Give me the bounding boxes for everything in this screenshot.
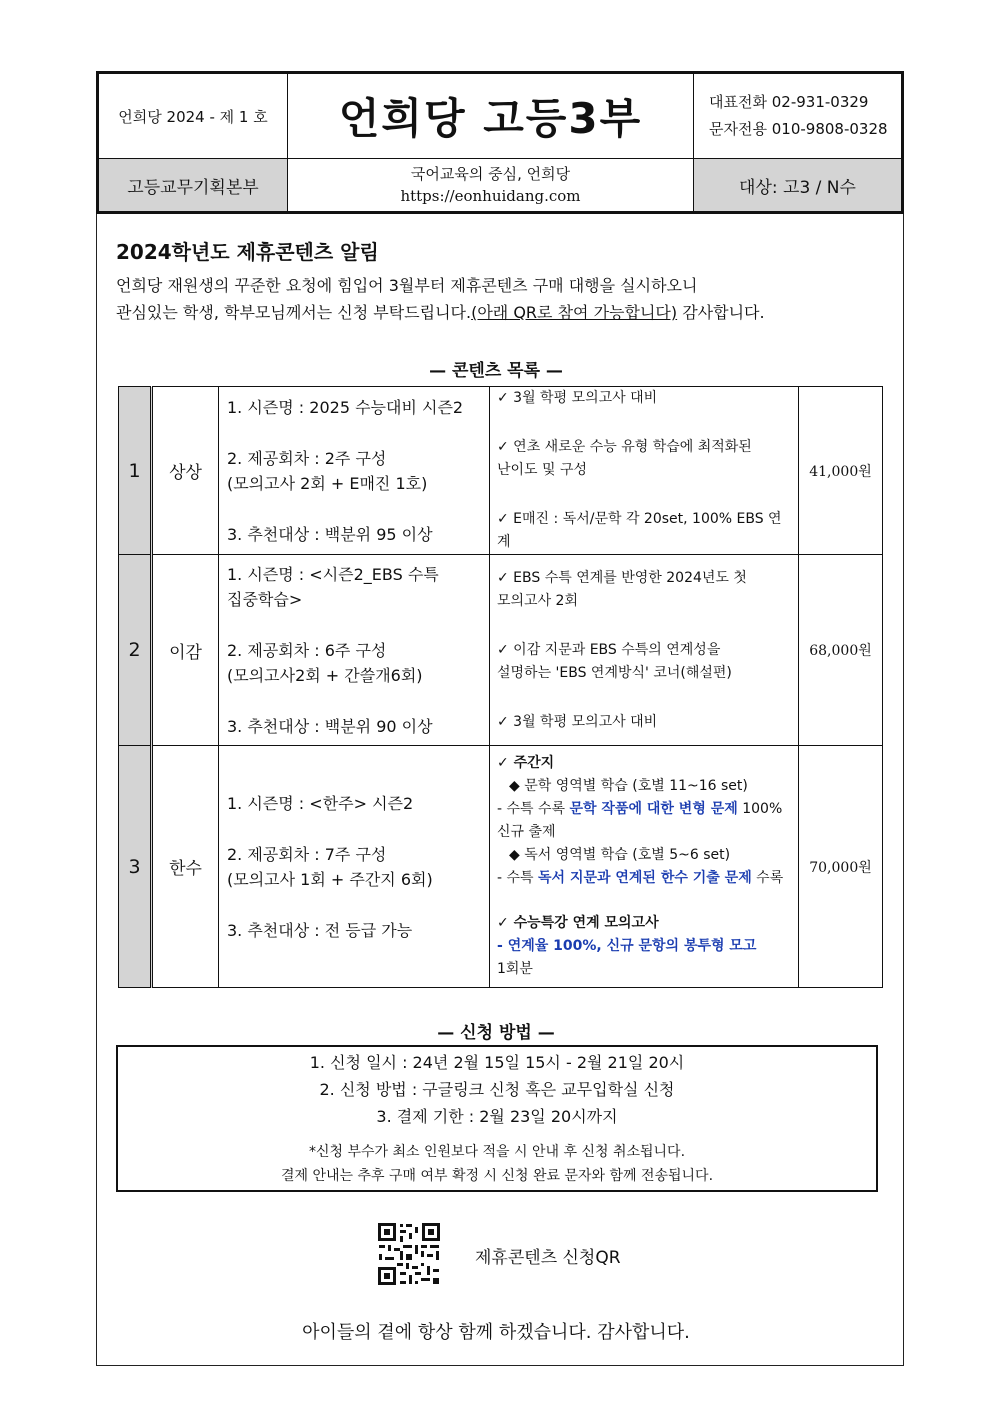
qr-label: 제휴콘텐츠 신청QR — [475, 1248, 621, 1268]
target-audience: 대상: 고3 / N수 — [694, 158, 901, 211]
feature-item: ✓ 연초 새로운 수능 유형 학습에 최적화된 — [497, 439, 752, 455]
content-list-heading: — 콘텐츠 목록 — — [429, 361, 563, 381]
feature-item: 난이도 및 구성 — [497, 462, 588, 478]
content-features — [490, 555, 799, 746]
content-name: 한수 — [152, 746, 219, 988]
header-table — [96, 71, 904, 214]
content-name: 이감 — [152, 555, 219, 746]
feature-item: ✓ EBS 수특 연계를 반영한 2024년도 첫 — [497, 569, 747, 586]
feature-highlight: 독서 지문과 연계된 한수 기출 문제 — [538, 870, 752, 886]
session-detail: (모의고사 2회 + E매진 1호) — [227, 473, 428, 493]
feature-item: ◆ 문학 영역별 학습 (호별 11~16 set) — [509, 778, 748, 794]
newsletter-title: 언희당 고등3부 — [288, 74, 694, 158]
contact-info — [694, 74, 901, 158]
payment-note: 결제 안내는 추후 구매 여부 확정 시 신청 완료 문자와 함께 전송됩니다. — [280, 1168, 714, 1184]
session-detail: (모의고사2회 + 간쓸개6회) — [227, 665, 423, 685]
issue-number: 언희당 2024 - 제 1 호 — [99, 74, 288, 158]
phone-main: 대표전화 02-931-0329 — [709, 93, 869, 111]
table-row — [119, 387, 883, 555]
apply-date: 1. 신청 일시 : 24년 2월 15일 15시 - 2월 21일 20시 — [309, 1053, 685, 1072]
notice-thanks: 감사합니다. — [677, 303, 765, 322]
feature-item: 1회분 — [497, 961, 533, 977]
feature-item: ✓ 3월 학평 모의고사 대비 — [497, 713, 658, 730]
qr-hint: (아래 QR로 참여 가능합니다) — [471, 303, 678, 322]
row-number: 2 — [119, 555, 152, 746]
recommended-target: 3. 추천대상 : 백분위 90 이상 — [227, 716, 433, 736]
notice-line-2 — [116, 299, 876, 326]
feature-item: ✓ E매진 : 독서/문학 각 20set, 100% EBS 연계 — [497, 511, 782, 550]
feature-text: - — [497, 938, 508, 954]
feature-text: 수록 — [751, 870, 784, 886]
content-info — [219, 746, 490, 988]
table-row — [119, 555, 883, 746]
row-number: 3 — [119, 746, 152, 988]
season-name: 1. 시즌명 : <한주> 시즌2 — [227, 793, 414, 813]
feature-text: - 수특 — [497, 870, 539, 886]
session-count: 2. 제공회차 : 2주 구성 — [227, 448, 387, 468]
feature-item: ◆ 독서 영역별 학습 (호별 5~6 set) — [509, 847, 731, 863]
feature-highlight: 연계율 100%, 신규 문항의 봉투형 모고 — [507, 938, 757, 954]
season-name-cont: 집중학습> — [227, 589, 303, 609]
content-name: 상상 — [152, 387, 219, 555]
feature-item: 모의고사 2회 — [497, 592, 578, 609]
feature-item — [497, 935, 791, 958]
phone-sms: 문자전용 010-9808-0328 — [709, 120, 888, 138]
session-detail: (모의고사 1회 + 주간지 6회) — [227, 869, 433, 889]
session-count: 2. 제공회차 : 6주 구성 — [227, 640, 387, 660]
feature-item: 설명하는 'EBS 연계방식' 코너(해설편) — [497, 664, 732, 681]
notice-text: 관심있는 학생, 학부모님께서는 신청 부탁드립니다. — [116, 303, 472, 322]
feature-item — [497, 867, 791, 890]
apply-method: 2. 신청 방법 : 구글링크 신청 혹은 교무입학실 신청 — [319, 1080, 675, 1099]
closing-message: 아이들의 곁에 항상 함께 하겠습니다. 감사합니다. — [302, 1322, 690, 1343]
cancel-note: *신청 부수가 최소 인원보다 적을 시 안내 후 신청 취소됩니다. — [308, 1144, 686, 1160]
department: 고등교무기획본부 — [99, 158, 288, 211]
motto: 국어교육의 중심, 언희당 — [410, 165, 571, 183]
session-count: 2. 제공회차 : 7주 구성 — [227, 844, 387, 864]
apply-method-heading: — 신청 방법 — — [437, 1023, 555, 1043]
feature-item: 신규 출제 — [497, 824, 556, 840]
table-row — [119, 746, 883, 988]
row-number: 1 — [119, 387, 152, 555]
apply-box — [116, 1045, 878, 1192]
website-link[interactable]: https://eonhuidang.com — [400, 187, 581, 205]
content-features — [490, 746, 799, 988]
price: 70,000원 — [799, 746, 883, 988]
feature-item: ✓ 3월 학평 모의고사 대비 — [497, 390, 658, 406]
qr-code-icon[interactable] — [376, 1221, 442, 1287]
recommended-target: 3. 추천대상 : 백분위 95 이상 — [227, 524, 433, 544]
recommended-target: 3. 추천대상 : 전 등급 가능 — [227, 920, 413, 940]
feature-item: ✓ 이감 지문과 EBS 수특의 연계성을 — [497, 641, 721, 658]
motto-block — [288, 158, 694, 211]
price: 41,000원 — [799, 387, 883, 555]
price: 68,000원 — [799, 555, 883, 746]
notice-body — [116, 272, 876, 326]
notice-title: 2024학년도 제휴콘텐츠 알림 — [116, 240, 379, 264]
content-table — [118, 386, 883, 988]
feature-text: - 수특 수록 — [497, 801, 570, 817]
feature-heading: ✓ 수능특강 연계 모의고사 — [497, 915, 659, 931]
feature-heading: ✓ 주간지 — [497, 755, 555, 771]
feature-item — [497, 798, 791, 821]
content-features — [490, 387, 799, 555]
feature-highlight: 문학 작품에 대한 변형 문제 — [569, 801, 738, 817]
season-name: 1. 시즌명 : <시즌2_EBS 수특 — [227, 564, 439, 584]
payment-deadline: 3. 결제 기한 : 2월 23일 20시까지 — [376, 1107, 618, 1126]
notice-line-1: 언희당 재원생의 꾸준한 요청에 힘입어 3월부터 제휴콘텐츠 구매 대행을 실시하오니 — [116, 276, 698, 295]
content-info — [219, 555, 490, 746]
content-info — [219, 387, 490, 555]
feature-text: 100% — [737, 801, 783, 817]
season-name: 1. 시즌명 : 2025 수능대비 시즌2 — [227, 397, 464, 417]
